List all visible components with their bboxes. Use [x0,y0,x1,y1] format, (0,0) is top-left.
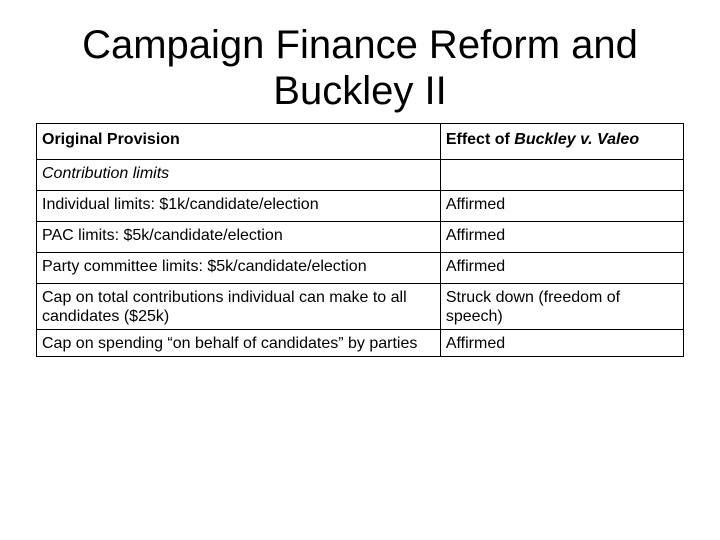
effect-cell: Affirmed [440,253,683,284]
header-effect-prefix: Effect of [445,131,515,148]
slide-title [0,22,720,114]
section-row [37,160,684,191]
provision-cell: Cap on spending “on behalf of candidates” by parties [37,330,441,357]
header-effect [440,124,683,160]
slide-title-line-2: Buckley II [273,69,447,113]
header-original-provision: Original Provision [37,124,441,160]
slide-title-line-1: Campaign Finance Reform and [82,23,638,67]
table-row [37,284,684,330]
provisions-table [36,123,684,357]
table-row [37,253,684,284]
section-label: Contribution limits [37,160,441,191]
provision-cell: Cap on total contributions individual can make to all candidates ($25k) [37,284,441,330]
table-row [37,330,684,357]
section-empty-cell [440,160,683,191]
provision-cell: Individual limits: $1k/candidate/election [37,191,441,222]
provision-cell: PAC limits: $5k/candidate/election [37,222,441,253]
effect-cell: Struck down (freedom of speech) [440,284,683,330]
table-row [37,222,684,253]
table-row [37,191,684,222]
provision-cell: Party committee limits: $5k/candidate/election [37,253,441,284]
effect-cell: Affirmed [440,191,683,222]
effect-cell: Affirmed [440,330,683,357]
header-effect-case: Buckley v. Valeo [514,131,640,148]
effect-cell: Affirmed [440,222,683,253]
table-header-row [37,124,684,160]
